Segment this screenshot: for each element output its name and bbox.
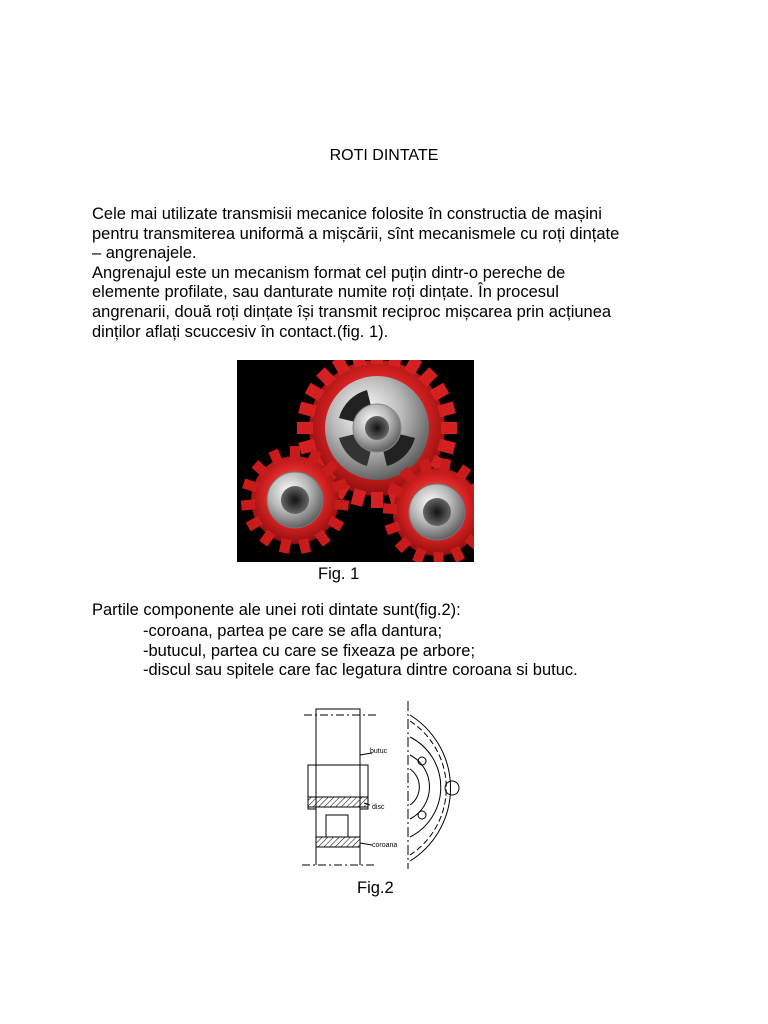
component-item-coroana: -coroana, partea pe care se afla dantura;	[143, 622, 443, 640]
component-item-discul: -discul sau spitele care fac legatura dintre coroana si butuc.	[143, 661, 578, 679]
components-intro: Partile componente ale unei roti dintate sunt(fig.2):	[92, 601, 461, 619]
label-disc: disc	[372, 804, 385, 811]
figure-1-gears-image	[237, 360, 474, 562]
figure-2-caption: Fig.2	[357, 879, 394, 897]
figure-1-caption: Fig. 1	[318, 565, 360, 583]
intro-paragraph: Cele mai utilizate transmisii mecanice folosite în constructia de mașini pentru transmiterea uniformă a mișcării, sînt mecanismele cu roți dințate – angrenajele. Angrenajul este un mecanism format cel puțin dintr-o pereche de elemente profilate, sau danturate numite roți dințate. În procesul angrenarii, două roți dințate își transmit reciproc mișcarea prin acțiunea dinților aflați scuccesiv în contact.(fig. 1).	[92, 205, 620, 341]
gears-illustration	[237, 360, 474, 562]
gear-technical-drawing	[298, 697, 498, 869]
figure-2-gear-drawing	[298, 697, 498, 869]
component-item-butucul: -butucul, partea cu care se fixeaza pe arbore;	[143, 642, 476, 660]
label-butuc: butuc	[370, 748, 388, 755]
page-title: ROTI DINTATE	[329, 147, 439, 164]
label-coroana: coroana	[372, 842, 398, 849]
